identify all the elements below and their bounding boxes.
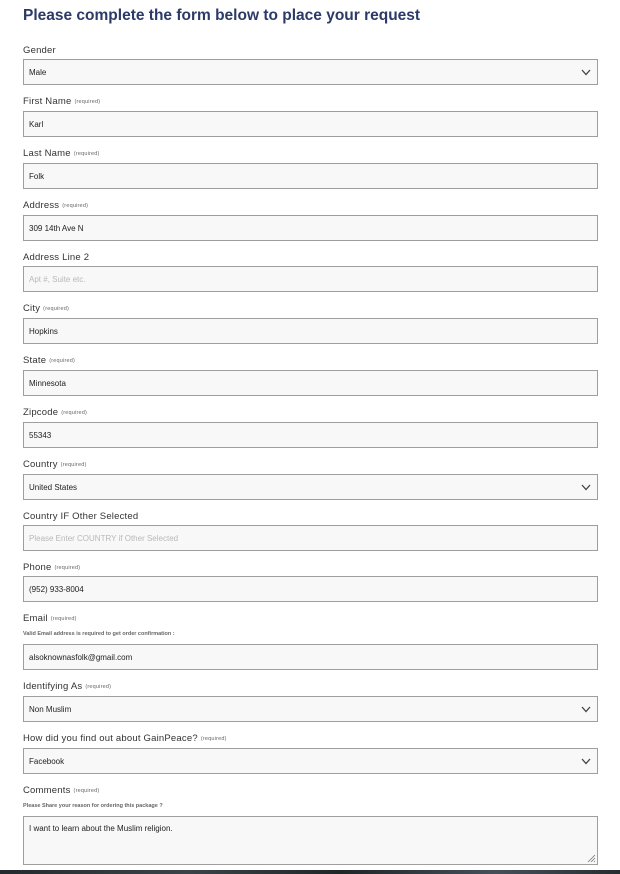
found-out-label: How did you find out about GainPeace? (required) xyxy=(23,733,227,744)
comments-label: Comments (required) xyxy=(23,785,100,796)
chevron-down-icon xyxy=(575,749,597,773)
gender-select[interactable] xyxy=(23,59,598,85)
required-tag: (required) xyxy=(50,616,77,622)
address-line-2-label: Address Line 2 xyxy=(23,252,90,263)
chevron-down-icon xyxy=(575,475,597,499)
chevron-down-icon xyxy=(575,60,597,84)
required-tag: (required) xyxy=(200,736,227,742)
gender-value: Male xyxy=(29,67,47,77)
city-input[interactable] xyxy=(23,318,598,344)
first-name-label: First Name (required) xyxy=(23,96,101,107)
identifying-as-select[interactable] xyxy=(23,696,598,722)
gender-label: Gender xyxy=(23,45,56,56)
zipcode-label: Zipcode (required) xyxy=(23,407,88,418)
country-label: Country (required) xyxy=(23,459,87,470)
city-label: City (required) xyxy=(23,303,70,314)
zipcode-input[interactable] xyxy=(23,422,598,448)
required-tag: (required) xyxy=(73,788,100,794)
country-value: United States xyxy=(29,482,78,492)
country-other-label: Country IF Other Selected xyxy=(23,511,139,522)
address-line-2-input[interactable] xyxy=(23,266,598,292)
phone-label: Phone (required) xyxy=(23,562,81,573)
identifying-as-label: Identifying As (required) xyxy=(23,681,112,692)
required-tag: (required) xyxy=(62,203,89,209)
chevron-down-icon xyxy=(575,697,597,721)
required-tag: (required) xyxy=(73,151,100,157)
found-out-value: Facebook xyxy=(29,756,65,766)
comments-hint: Please Share your reason for ordering this package ? xyxy=(23,803,163,809)
email-hint: Valid Email address is required to get order confirmation : xyxy=(23,631,175,637)
country-select[interactable] xyxy=(23,474,598,500)
first-name-input[interactable] xyxy=(23,111,598,137)
comments-textarea[interactable] xyxy=(23,816,598,865)
required-tag: (required) xyxy=(60,462,87,468)
last-name-label: Last Name (required) xyxy=(23,148,100,159)
page-footer-strip xyxy=(0,870,620,874)
resize-grip-icon[interactable] xyxy=(586,853,596,863)
required-tag: (required) xyxy=(61,410,88,416)
required-tag: (required) xyxy=(74,99,101,105)
address-label: Address (required) xyxy=(23,200,89,211)
email-label: Email (required) xyxy=(23,613,77,624)
required-tag: (required) xyxy=(49,358,76,364)
found-out-select[interactable] xyxy=(23,748,598,774)
state-input[interactable] xyxy=(23,370,598,396)
required-tag: (required) xyxy=(43,306,70,312)
identifying-as-value: Non Muslim xyxy=(29,704,72,714)
address-input[interactable] xyxy=(23,215,598,241)
required-tag: (required) xyxy=(54,565,81,571)
state-label: State (required) xyxy=(23,355,76,366)
country-other-input[interactable] xyxy=(23,525,598,551)
email-input[interactable] xyxy=(23,644,598,670)
last-name-input[interactable] xyxy=(23,163,598,189)
form-title: Please complete the form below to place your request xyxy=(23,7,421,24)
phone-input[interactable] xyxy=(23,576,598,602)
required-tag: (required) xyxy=(85,684,112,690)
